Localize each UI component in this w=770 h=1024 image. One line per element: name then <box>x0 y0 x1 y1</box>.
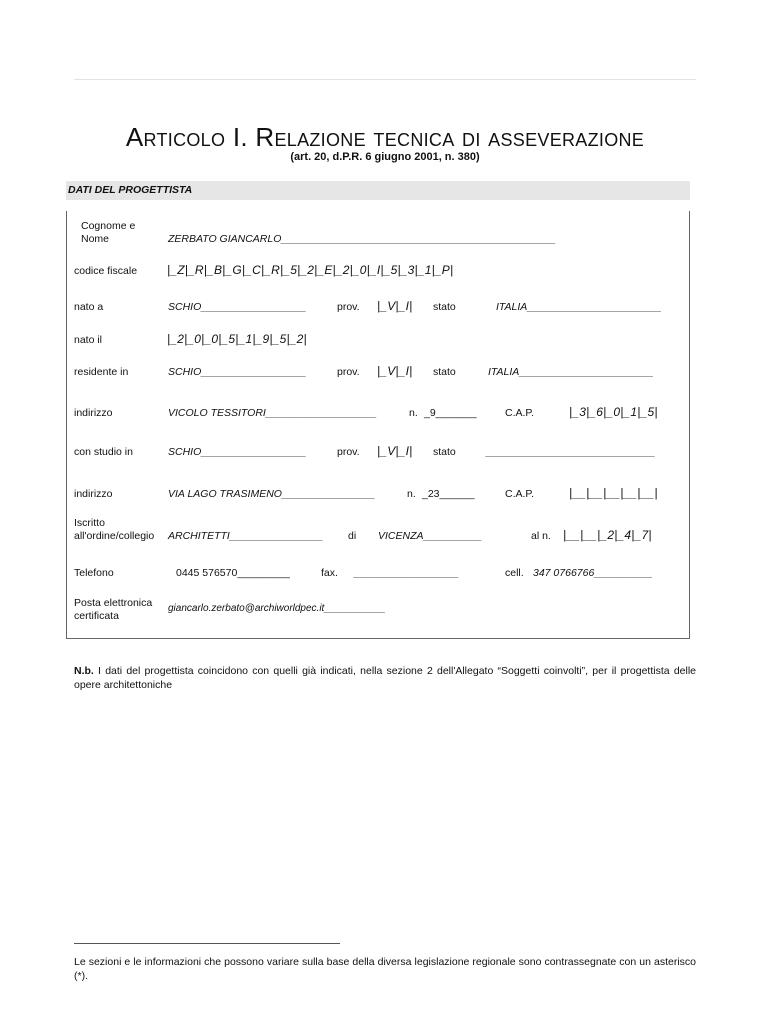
nato-il-label: nato il <box>74 334 103 346</box>
studio-stato-label: stato <box>433 446 456 458</box>
nato-stato-field[interactable]: ITALIA_______________________ <box>496 301 662 313</box>
nato-prov-field[interactable]: |_V|_I| <box>377 299 413 313</box>
iscritto-label-line2: all'ordine/collegio <box>74 530 155 542</box>
telefono-field[interactable]: 0445 576570_________ <box>176 567 290 579</box>
cognome-field[interactable]: ZERBATO GIANCARLO_______________________________________________ <box>168 233 556 245</box>
ordine-field[interactable]: ARCHITETTI________________ <box>168 530 324 542</box>
res-cap-field[interactable]: |_3|_6|_0|_1|_5| <box>569 405 658 419</box>
al-n-field[interactable]: |__|__|_2|_4|_7| <box>563 528 652 542</box>
res-cap-label: C.A.P. <box>505 407 534 419</box>
res-indirizzo-label: indirizzo <box>74 407 113 419</box>
pec-label-line2: certificata <box>74 610 119 622</box>
nota-bene-label: N.b. <box>74 665 94 677</box>
residente-label: residente in <box>74 366 129 378</box>
studio-indirizzo-label: indirizzo <box>74 488 113 500</box>
nato-a-label: nato a <box>74 301 104 313</box>
fax-field[interactable]: __________________ <box>354 567 460 579</box>
page-title: Articolo I. Relazione tecnica di asseverazione <box>125 122 645 152</box>
iscritto-label-line1: Iscritto <box>74 517 105 529</box>
footnote-text: Le sezioni e le informazioni che possono variare sulla base della diversa legislazione regionale sono contrassegnate con un asterisco (*). <box>74 956 696 982</box>
nato-a-field[interactable]: SCHIO__________________ <box>168 301 307 313</box>
studio-field[interactable]: SCHIO__________________ <box>168 446 307 458</box>
pec-label-line1: Posta elettronica <box>74 597 153 609</box>
res-prov-field[interactable]: |_V|_I| <box>377 364 413 378</box>
res-n-label: n. <box>409 407 418 419</box>
studio-prov-label: prov. <box>337 446 360 458</box>
nato-prov-label: prov. <box>337 301 360 313</box>
di-field[interactable]: VICENZA__________ <box>378 530 482 542</box>
top-rule <box>74 79 696 80</box>
nota-bene <box>74 664 696 692</box>
section-header: DATI DEL PROGETTISTA <box>66 181 690 200</box>
telefono-label: Telefono <box>74 567 114 579</box>
studio-n-label: n. <box>407 488 416 500</box>
nato-il-field[interactable]: |_2|_0|_0|_5|_1|_9|_5|_2| <box>167 332 307 346</box>
studio-prov-field[interactable]: |_V|_I| <box>377 444 413 458</box>
cell-field[interactable]: 347 0766766__________ <box>533 567 653 579</box>
codice-fiscale-label: codice fiscale <box>74 265 138 277</box>
studio-stato-field[interactable]: _____________________________ <box>486 446 656 458</box>
res-stato-field[interactable]: ITALIA_______________________ <box>488 366 654 378</box>
codice-fiscale-field[interactable]: |_Z|_R|_B|_G|_C|_R|_5|_2|_E|_2|_0|_I|_5|_3|_1|_P| <box>167 263 454 277</box>
al-n-label: al n. <box>531 530 551 542</box>
res-indirizzo-field[interactable]: VICOLO TESSITORI___________________ <box>168 407 377 419</box>
cognome-label-line2: Nome <box>81 233 110 245</box>
page-subtitle: (art. 20, d.P.R. 6 giugno 2001, n. 380) <box>290 151 480 163</box>
studio-n-field[interactable]: _23______ <box>422 488 475 500</box>
studio-cap-label: C.A.P. <box>505 488 534 500</box>
res-prov-label: prov. <box>337 366 360 378</box>
studio-cap-field[interactable]: |__|__|__|__|__| <box>569 486 658 500</box>
nota-bene-text: I dati del progettista coincidono con quelli già indicati, nella sezione 2 dell'Allegato “Soggetti coinvolti”, per il progettista delle opere architettoniche <box>74 665 696 691</box>
residente-field[interactable]: SCHIO__________________ <box>168 366 307 378</box>
pec-field[interactable]: giancarlo.zerbato@archiworldpec.it___________ <box>168 603 386 614</box>
progettista-form <box>66 211 690 639</box>
studio-label: con studio in <box>74 446 133 458</box>
footnote-rule <box>74 943 340 944</box>
studio-indirizzo-field[interactable]: VIA LAGO TRASIMENO________________ <box>168 488 376 500</box>
fax-label: fax. <box>321 567 338 579</box>
nato-stato-label: stato <box>433 301 456 313</box>
di-label: di <box>348 530 357 542</box>
cell-label: cell. <box>505 567 524 579</box>
res-n-field[interactable]: _9_______ <box>424 407 477 419</box>
res-stato-label: stato <box>433 366 456 378</box>
cognome-label-line1: Cognome e <box>81 220 136 232</box>
